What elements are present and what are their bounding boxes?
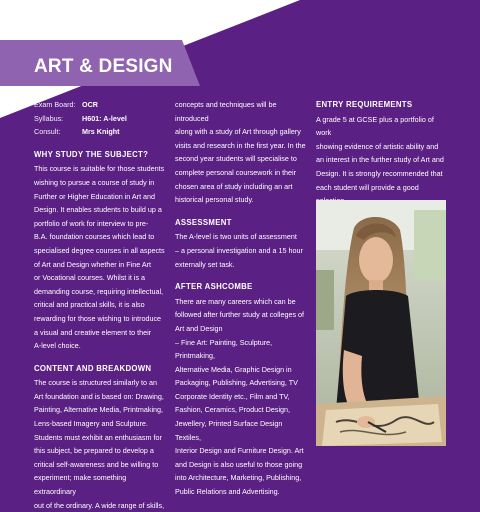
meta-row: [34, 125, 166, 139]
assessment-text: The A-level is two units of assessment – a personal investigation and a 15 hour externally set task.: [175, 232, 303, 269]
column-middle: [175, 98, 307, 499]
why-study-heading: WHY STUDY THE SUBJECT?: [34, 149, 149, 159]
meta-key: Exam Board:: [34, 100, 76, 109]
entry-requirements-text: A grade 5 at GCSE plus a portfolio of work showing evidence of artistic ability and an interest in the further study of Art and Design. It is strongly recommended that each student will provide a good: [316, 114, 444, 192]
meta-row: [34, 112, 166, 126]
meta-value: H601: A-level: [82, 113, 127, 123]
meta-row: [34, 98, 166, 112]
meta-value: OCR: [82, 100, 98, 109]
entry-requirements-heading: ENTRY REQUIREMENTS: [316, 100, 413, 109]
why-study-text: This course is suitable for those students wishing to pursue a course of study in Further or Higher Education in Art and Design. It enables students to build up a portfolio of work for interview to pre- B.A. foundation courses which lead to specialised degree courses in all aspects of Art and Design whether in Fine Art or Vocational courses. Whilst it is a demanding course, requiring intellectual, critical and practical skills, it is also rewarding for those wishing to introduce a visual and creative element to their A-level choice.: [34, 164, 165, 351]
meta-key: Consult:: [34, 127, 61, 137]
assessment-heading: ASSESSMENT: [175, 217, 232, 227]
content-breakdown-continued: concepts and techniques will be introduced along with a study of Art through gallery visits and research in the first year. In the second year students will specialise to complete personal coursework in their chosen area of study including an art historical personal study.: [175, 100, 306, 205]
meta-key: Syllabus:: [34, 113, 64, 123]
content-breakdown-text: The course is structured similarly to an Art foundation and is based on: Drawing, Painting, Alternative Media, Printmaking, Lens-based Imagery and Sculpture. Students must exhibit an enthusiasm for this subject, be prepared to develop a critical self-awareness and be willing to experiment; make something extraordinary out of the ordinary. A wide range of skills,: [34, 378, 165, 510]
after-ashcombe-heading: AFTER ASHCOMBE: [175, 282, 253, 292]
course-meta: [34, 98, 166, 139]
after-ashcombe-text: There are many careers which can be followed after further study at colleges of Art and Design – Fine Art: Painting, Sculpture, Printmaking, Alternative Media, Graphic Design in Packaging, Publishing, Advertising, TV Corporate Identity etc., Film and TV, Fashion, Ceramics, Product Design, Jewellery, Printed Surface Design Textiles, Interior Design and Furniture Design. Art and Design is also useful to those going into Architecture, Marketing, Publishing, Public Relations and Advertising.: [175, 296, 305, 497]
column-left: [34, 98, 166, 512]
page-title: ART & DESIGN: [34, 56, 173, 77]
meta-value: Mrs Knight: [82, 127, 120, 137]
student-drawing-photo: [316, 200, 446, 446]
photo-illustration: [316, 200, 446, 446]
content-breakdown-heading: CONTENT AND BREAKDOWN: [34, 363, 152, 373]
